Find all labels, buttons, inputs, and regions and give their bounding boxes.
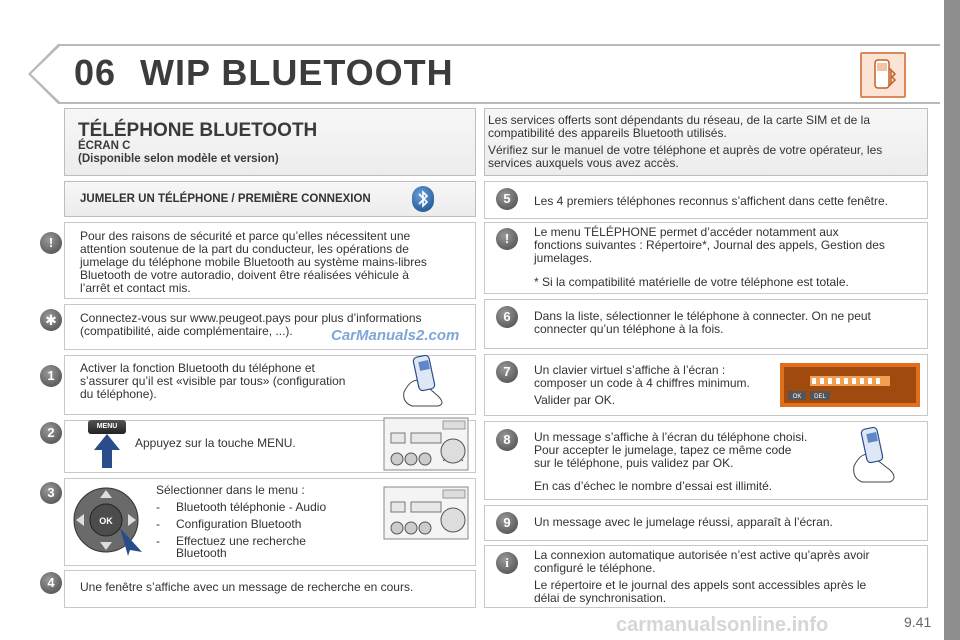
warning-line: jumelage du téléphone mobile Bluetooth au système mains-libres	[80, 255, 427, 269]
menu-item: Bluetooth téléphonie - Audio	[176, 500, 327, 514]
section-subtitle-screen: ÉCRAN C	[78, 140, 131, 152]
ok-key-label: OK	[99, 516, 113, 526]
menu-note-line: fonctions suivantes : Répertoire*, Journal des appels, Gestion des	[534, 238, 885, 252]
step-8-line: sur le téléphone, puis validez par OK.	[534, 456, 734, 470]
menu-note-line: jumelages.	[534, 251, 593, 265]
menu-item: Configuration Bluetooth	[176, 517, 302, 531]
bluetooth-icon	[412, 186, 434, 212]
arrow-up-icon	[92, 432, 122, 470]
warning-icon: !	[496, 228, 518, 250]
info-note-line: Le répertoire et le journal des appels sont accessibles après le	[534, 578, 867, 592]
menu-key-icon: MENU	[88, 420, 126, 434]
step-7-badge: 7	[496, 361, 518, 383]
step-8-line: Pour accepter le jumelage, tapez ce même code	[534, 443, 792, 457]
menu-item: Effectuez une recherche	[176, 534, 306, 548]
warning-line: l’arrêt et contact mis.	[80, 281, 191, 295]
intro-line: Vérifiez sur le manuel de votre téléphone et auprès de votre opérateur, les	[488, 143, 883, 157]
warning-line: Bluetooth de votre autoradio, doivent être réalisées véhicule à	[80, 268, 409, 282]
step-5-text: Les 4 premiers téléphones reconnus s’affichent dans cette fenêtre.	[534, 194, 888, 208]
virtual-keyboard-screen	[780, 363, 920, 407]
screen-ok-label: OK	[792, 394, 802, 400]
intro-line: Les services offerts sont dépendants du réseau, de la carte SIM et de la	[488, 113, 871, 127]
step-1-badge: 1	[40, 365, 62, 387]
step-2-badge: 2	[40, 422, 62, 444]
step-5-badge: 5	[496, 188, 518, 210]
menu-item: Bluetooth	[176, 546, 227, 560]
footer-watermark: carmanualsonline.info	[616, 614, 829, 636]
info-note-line: délai de synchronisation.	[534, 591, 667, 605]
watermark-text: CarManuals2.com	[331, 327, 460, 344]
step-8-line: Un message s’affiche à l’écran du téléphone choisi.	[534, 430, 808, 444]
warning-line: attention soutenue de la part du conducteur, les opérations de	[80, 242, 409, 256]
navigation-pad-icon	[68, 482, 146, 556]
step-9-badge: 9	[496, 512, 518, 534]
menu-item-dash: -	[156, 517, 160, 531]
page-number: 9.41	[904, 614, 932, 630]
step-7-line: composer un code à 4 chiffres minimum.	[534, 376, 750, 390]
step-7-line: Un clavier virtuel s’affiche à l’écran :	[534, 363, 726, 377]
tip-line: Connectez-vous sur www.peugeot.pays pour plus d’informations	[80, 311, 422, 325]
intro-line: compatibilité des appareils Bluetooth utilisés.	[488, 126, 727, 140]
step-9-text: Un message avec le jumelage réussi, apparaît à l’écran.	[534, 515, 833, 529]
menu-item-dash: -	[156, 534, 160, 548]
menu-note-footnote: * Si la compatibilité matérielle de votre téléphone est totale.	[534, 275, 849, 289]
phone-in-hand-icon	[848, 424, 908, 484]
car-radio-icon	[383, 486, 469, 540]
info-note-line: La connexion automatique autorisée n’est active qu’après avoir	[534, 548, 870, 562]
step-6-line: Dans la liste, sélectionner le téléphone à connecter. On ne peut	[534, 309, 871, 323]
step-4-badge: 4	[40, 572, 62, 594]
info-note-line: configuré le téléphone.	[534, 561, 656, 575]
menu-note-line: Le menu TÉLÉPHONE permet d’accéder notamment aux	[534, 225, 839, 239]
step-7-extra: Valider par OK.	[534, 393, 616, 407]
car-radio-icon	[383, 417, 469, 471]
side-strip	[944, 0, 960, 640]
info-icon: i	[496, 552, 518, 574]
phone-in-hand-icon	[398, 352, 458, 408]
step-1-line: Activer la fonction Bluetooth du téléphone et	[80, 361, 315, 375]
step-1-line: s’assurer qu’il est «visible par tous» (configuration	[80, 374, 346, 388]
step-2-text: Appuyez sur la touche MENU.	[135, 436, 296, 450]
warning-icon: !	[40, 232, 62, 254]
step-8-extra: En cas d’échec le nombre d’essai est illimité.	[534, 479, 773, 493]
chapter-number: 06	[74, 52, 117, 93]
section-subtitle-availability: (Disponible selon modèle et version)	[78, 153, 279, 165]
warning-line: Pour des raisons de sécurité et parce qu’elles nécessitent une	[80, 229, 411, 243]
intro-line: services auxquels vous avez accès.	[488, 156, 679, 170]
step-6-line: connecter qu’un téléphone à la fois.	[534, 322, 724, 336]
screen-del-label: DEL	[814, 394, 826, 400]
tip-line: (compatibilité, aide complémentaire, ...).	[80, 324, 293, 338]
sun-tip-icon: ✱	[40, 309, 62, 331]
step-8-badge: 8	[496, 429, 518, 451]
step-3-badge: 3	[40, 482, 62, 504]
step-1-line: du téléphone).	[80, 387, 157, 401]
section-title: TÉLÉPHONE BLUETOOTH	[78, 120, 318, 141]
step-6-badge: 6	[496, 306, 518, 328]
step-3-intro: Sélectionner dans le menu :	[156, 483, 305, 497]
pairing-title: JUMELER UN TÉLÉPHONE / PREMIÈRE CONNEXION	[80, 193, 371, 205]
menu-item-dash: -	[156, 500, 160, 514]
step-4-text: Une fenêtre s’affiche avec un message de recherche en cours.	[80, 580, 414, 594]
chapter-title: WIP BLUETOOTH	[140, 52, 454, 93]
bluetooth-phone-icon	[860, 52, 906, 98]
